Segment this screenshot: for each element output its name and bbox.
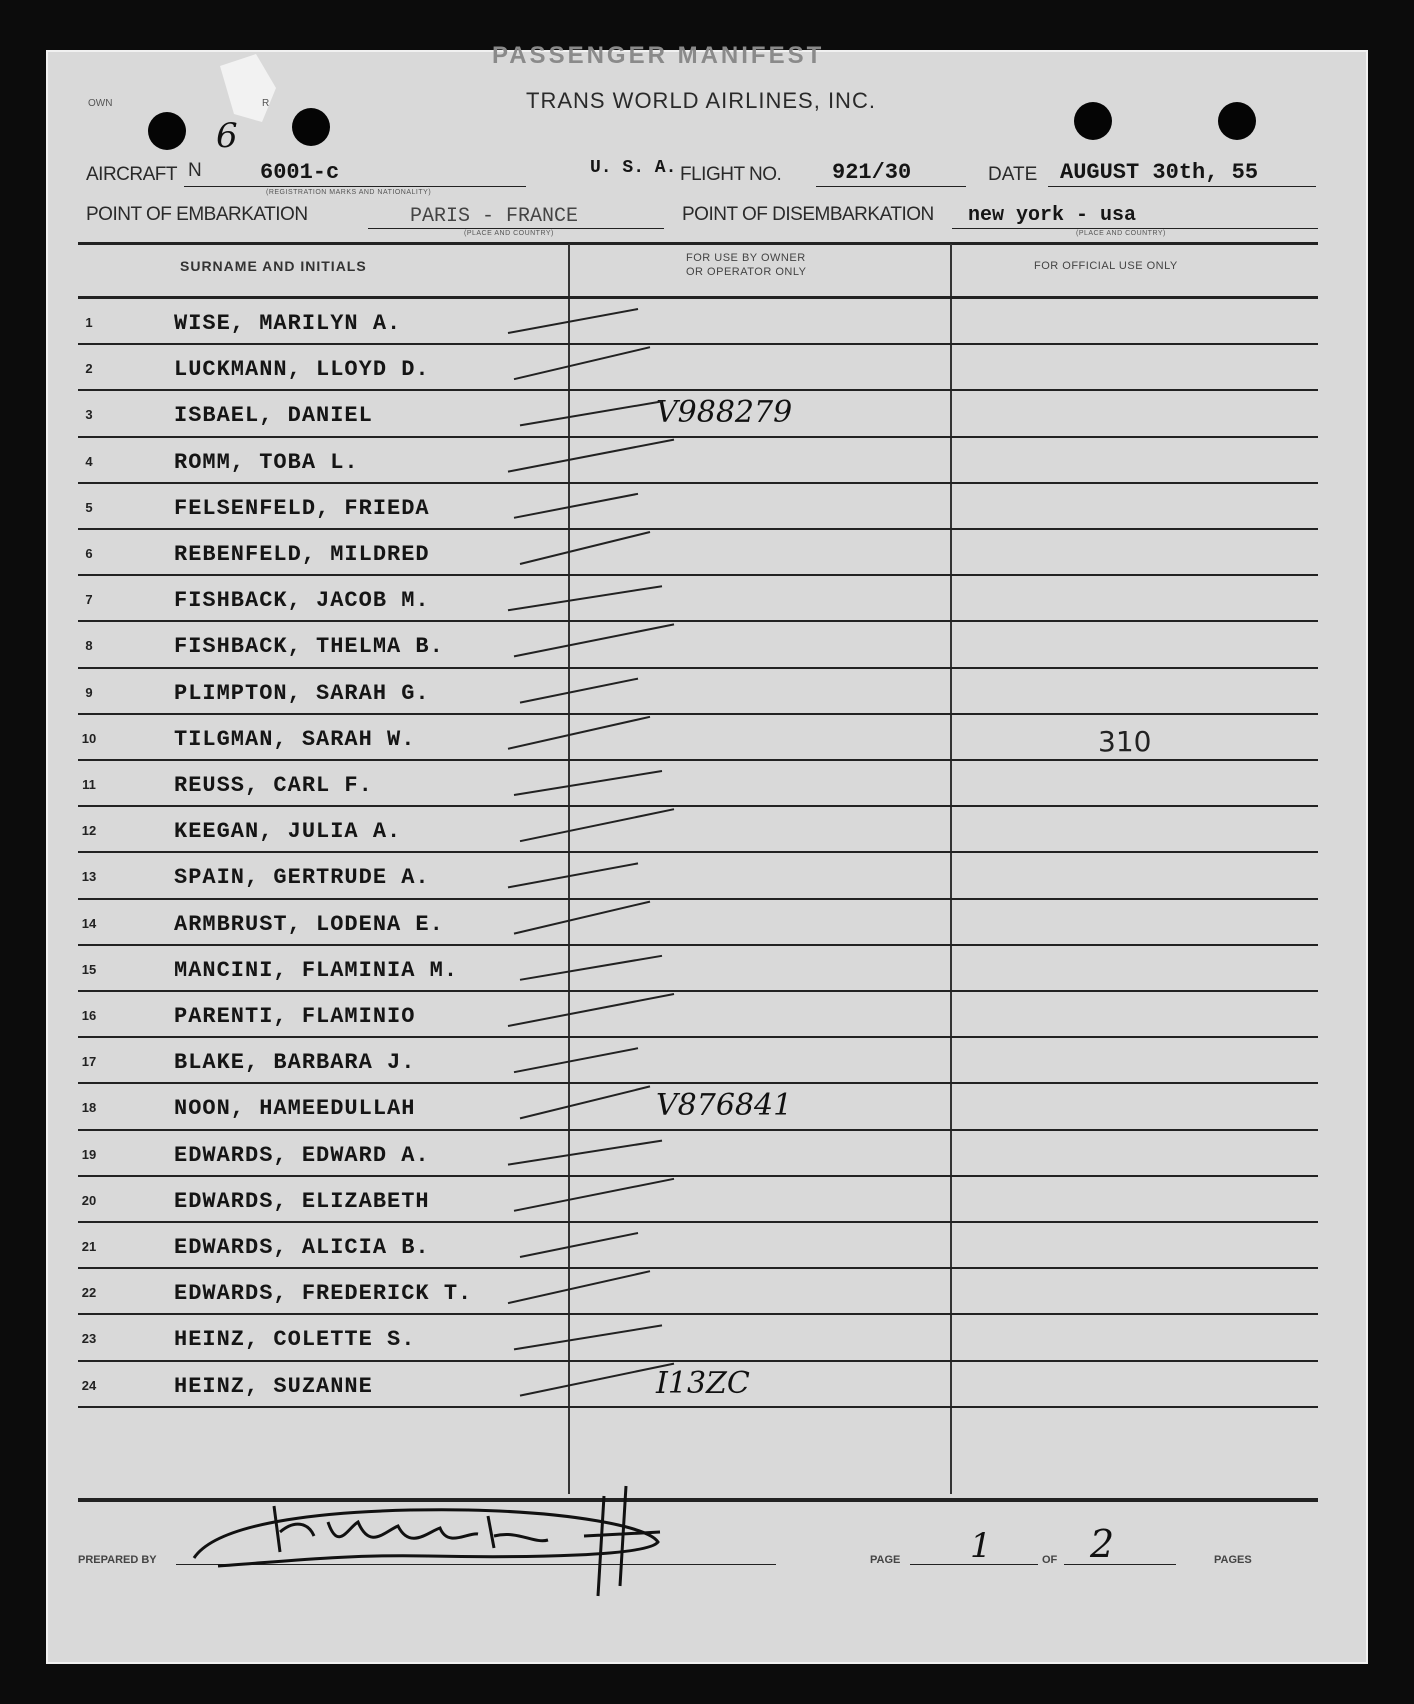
row-number: 16	[81, 1008, 97, 1023]
row-number: 3	[85, 407, 93, 423]
passenger-name: FISHBACK, JACOB M.	[174, 588, 430, 614]
row-number: 1	[85, 315, 93, 330]
disembark-label: POINT OF DISEMBARKATION	[682, 204, 934, 225]
owner-note: V876841	[656, 1088, 793, 1124]
row-number: 22	[81, 1285, 97, 1301]
row-number: 8	[85, 638, 93, 654]
passenger-name: TILGMAN, SARAH W.	[174, 726, 416, 752]
page-label: PAGE	[870, 1554, 901, 1566]
passenger-name: REUSS, CARL F.	[174, 773, 373, 798]
column-header-owner-line1: FOR USE BY OWNER	[686, 252, 806, 264]
passenger-name: EDWARDS, ALICIA B.	[174, 1235, 430, 1260]
disembark-caption: (PLACE AND COUNTRY)	[1076, 230, 1166, 237]
passenger-name: EDWARDS, EDWARD A.	[174, 1142, 430, 1168]
passenger-name: KEEGAN, JULIA A.	[174, 819, 402, 845]
row-number: 10	[81, 730, 97, 746]
passenger-name: ARMBRUST, LODENA E.	[174, 911, 444, 937]
row-number: 18	[81, 1100, 97, 1116]
of-label: OF	[1042, 1554, 1058, 1566]
owner-label: OWN	[88, 98, 113, 109]
row-number: 9	[85, 684, 93, 700]
passenger-name: LUCKMANN, LLOYD D.	[174, 357, 430, 383]
row-number: 5	[85, 499, 93, 515]
passenger-name: ISBAEL, DANIEL	[174, 403, 373, 429]
row-number: 17	[81, 1054, 97, 1070]
passenger-name: WISE, MARILYN A.	[174, 311, 402, 336]
row-number: 6	[85, 546, 93, 561]
passenger-name: EDWARDS, FREDERICK T.	[174, 1281, 473, 1307]
row-number: 14	[81, 915, 97, 931]
embark-caption: (PLACE AND COUNTRY)	[464, 230, 554, 237]
of-value: 2	[1090, 1522, 1115, 1566]
date-label: DATE	[988, 164, 1038, 185]
row-number: 12	[81, 823, 97, 839]
embark-label: POINT OF EMBARKATION	[86, 204, 308, 225]
of-underline	[1064, 1564, 1176, 1565]
passenger-name: FELSENFELD, FRIEDA	[174, 495, 430, 521]
pages-label: PAGES	[1214, 1554, 1252, 1566]
airline-name: TRANS WORLD AIRLINES, INC.	[526, 88, 876, 113]
passenger-name: FISHBACK, THELMA B.	[174, 634, 444, 660]
row-number: 15	[81, 961, 97, 977]
passenger-name: HEINZ, COLETTE S.	[174, 1327, 416, 1353]
row-number: 19	[81, 1146, 97, 1162]
row-number: 4	[85, 453, 93, 469]
owner-note: V988279	[656, 395, 793, 431]
passenger-name: EDWARDS, ELIZABETH	[174, 1188, 430, 1214]
row-number: 7	[85, 592, 93, 608]
owner-note: I13ZC	[656, 1365, 750, 1401]
manifest-title: PASSENGER MANIFEST	[492, 42, 825, 69]
date-value: AUGUST 30th, 55	[1060, 160, 1259, 185]
flight-label: FLIGHT NO.	[680, 164, 782, 185]
passenger-name: MANCINI, FLAMINIA M.	[174, 957, 459, 983]
column-header-surname: SURNAME AND INITIALS	[180, 258, 367, 274]
aircraft-label: AIRCRAFT	[86, 164, 177, 185]
disembark-value: new york - usa	[968, 204, 1137, 227]
preparer-signature	[48, 52, 1348, 1652]
passenger-name: SPAIN, GERTRUDE A.	[174, 865, 430, 891]
prepared-label: PREPARED BY	[78, 1554, 157, 1566]
aircraft-handwritten-mark: 6	[216, 116, 238, 156]
row-number: 23	[81, 1331, 97, 1347]
passenger-name: HEINZ, SUZANNE	[174, 1373, 373, 1399]
passenger-name: ROMM, TOBA L.	[174, 449, 359, 475]
row-number: 13	[81, 869, 97, 885]
aircraft-value: 6001-c	[260, 160, 340, 185]
row-number: 2	[85, 361, 93, 377]
passenger-name: PLIMPTON, SARAH G.	[174, 680, 430, 706]
flight-value: 921/30	[832, 160, 912, 185]
country: U. S. A.	[590, 158, 677, 178]
row-number: 24	[81, 1377, 97, 1393]
page-value: 1	[970, 1526, 992, 1566]
passenger-name: BLAKE, BARBARA J.	[174, 1050, 416, 1076]
official-note: 310	[1098, 724, 1152, 758]
manifest-sheet	[46, 42, 1368, 1664]
column-header-official: FOR OFFICIAL USE ONLY	[1034, 260, 1178, 272]
column-header-owner-line2: OR OPERATOR ONLY	[686, 266, 807, 278]
embark-value: PARIS - FRANCE	[410, 205, 579, 228]
passenger-name: REBENFELD, MILDRED	[174, 542, 430, 567]
aircraft-prefix: N	[188, 160, 202, 181]
owner-label-tail: R	[262, 98, 270, 109]
row-number: 20	[81, 1192, 97, 1208]
passenger-name: PARENTI, FLAMINIO	[174, 1004, 416, 1029]
aircraft-caption: (REGISTRATION MARKS AND NATIONALITY)	[266, 189, 432, 196]
row-number: 21	[81, 1239, 97, 1254]
row-number: 11	[82, 777, 96, 792]
passenger-name: NOON, HAMEEDULLAH	[174, 1096, 416, 1122]
